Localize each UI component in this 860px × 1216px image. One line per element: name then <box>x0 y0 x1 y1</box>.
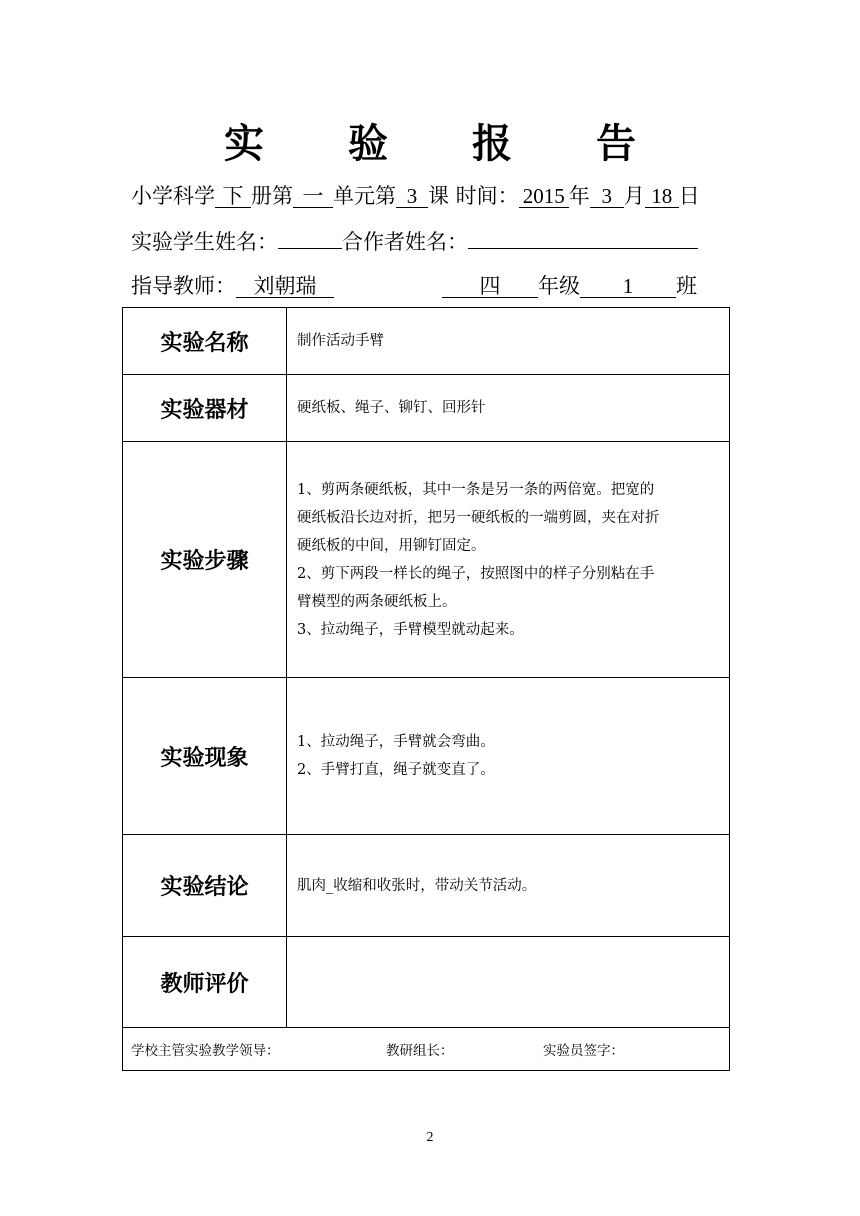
table-row <box>123 308 730 375</box>
row-label: 实验步骤 <box>123 442 287 678</box>
title-char: 实 <box>224 120 264 167</box>
page-title <box>0 112 860 169</box>
table-row <box>123 678 730 835</box>
day-label: 日 <box>678 184 700 208</box>
row-label: 实验名称 <box>123 308 287 375</box>
title-char: 报 <box>472 120 512 167</box>
row-content <box>287 835 730 937</box>
class-field: 1 <box>580 275 676 298</box>
lesson-label: 课 时间： <box>428 184 519 208</box>
table-row <box>123 937 730 1028</box>
names-line <box>131 226 698 256</box>
content-line: 硬纸板、绳子、铆钉、回形针 <box>297 400 486 416</box>
content-line: 制作活动手臂 <box>297 333 384 349</box>
student-name-field[interactable] <box>278 228 342 249</box>
student-name-label: 实验学生姓名： <box>131 230 278 254</box>
table-row <box>123 375 730 442</box>
teacher-line <box>131 270 697 300</box>
content-line: 1、拉动绳子，手臂就会弯曲。 <box>297 734 495 750</box>
month-label: 月 <box>623 184 645 208</box>
row-content <box>287 375 730 442</box>
class-label: 班 <box>676 274 697 298</box>
table-row <box>123 442 730 678</box>
row-label: 实验结论 <box>123 835 287 937</box>
row-label: 实验现象 <box>123 678 287 835</box>
grade-field: 四 <box>442 275 538 298</box>
partner-name-label: 合作者姓名： <box>342 230 468 254</box>
teacher-field: 刘朝瑞 <box>236 275 334 298</box>
subject-label: 小学科学 <box>131 184 215 208</box>
teacher-evaluation-field[interactable] <box>287 937 730 1028</box>
page-number: 2 <box>426 1130 434 1145</box>
content-line: 1、剪两条硬纸板，其中一条是另一条的两倍宽。把宽的 <box>297 481 655 498</box>
course-info-line <box>131 180 700 210</box>
content-line: 肌肉_收缩和收张时，带动关节活动。 <box>297 877 537 894</box>
teacher-label: 指导教师： <box>131 274 236 298</box>
year-label: 年 <box>568 184 590 208</box>
month-field: 3 <box>590 185 624 208</box>
content-line: 硬纸板沿长边对折，把另一硬纸板的一端剪圆，夹在对折 <box>297 509 660 526</box>
content-line: 2、剪下两段一样长的绳子，按照图中的样子分别粘在手 <box>297 565 655 582</box>
signature-footer <box>123 1028 730 1071</box>
unit-field: 一 <box>293 185 333 208</box>
group-leader-signature-label: 教研组长： <box>386 1043 454 1059</box>
row-content <box>287 442 730 678</box>
partner-name-field[interactable] <box>468 228 698 249</box>
volume-field: 下 <box>215 185 251 208</box>
content-line: 硬纸板的中间，用铆钉固定。 <box>297 537 486 554</box>
content-line: 3、拉动绳子，手臂模型就动起来。 <box>297 621 524 638</box>
volume-label: 册第 <box>251 184 293 208</box>
report-table <box>122 307 730 1071</box>
title-char: 告 <box>596 120 636 167</box>
row-label: 实验器材 <box>123 375 287 442</box>
leader-signature-label: 学校主管实验教学领导： <box>131 1043 280 1059</box>
row-content <box>287 308 730 375</box>
lesson-field: 3 <box>396 185 428 208</box>
row-label: 教师评价 <box>123 937 287 1028</box>
title-char: 验 <box>348 120 388 167</box>
signature-row <box>123 1028 730 1071</box>
grade-label: 年级 <box>538 274 580 298</box>
day-field: 18 <box>645 185 679 208</box>
row-content <box>287 678 730 835</box>
year-field: 2015 <box>519 185 569 208</box>
lab-staff-signature-label: 实验员签字： <box>543 1043 624 1059</box>
unit-label: 单元第 <box>333 184 396 208</box>
content-line: 臂模型的两条硬纸板上。 <box>297 593 457 610</box>
table-row <box>123 835 730 937</box>
content-line: 2、手臂打直，绳子就变直了。 <box>297 762 495 778</box>
